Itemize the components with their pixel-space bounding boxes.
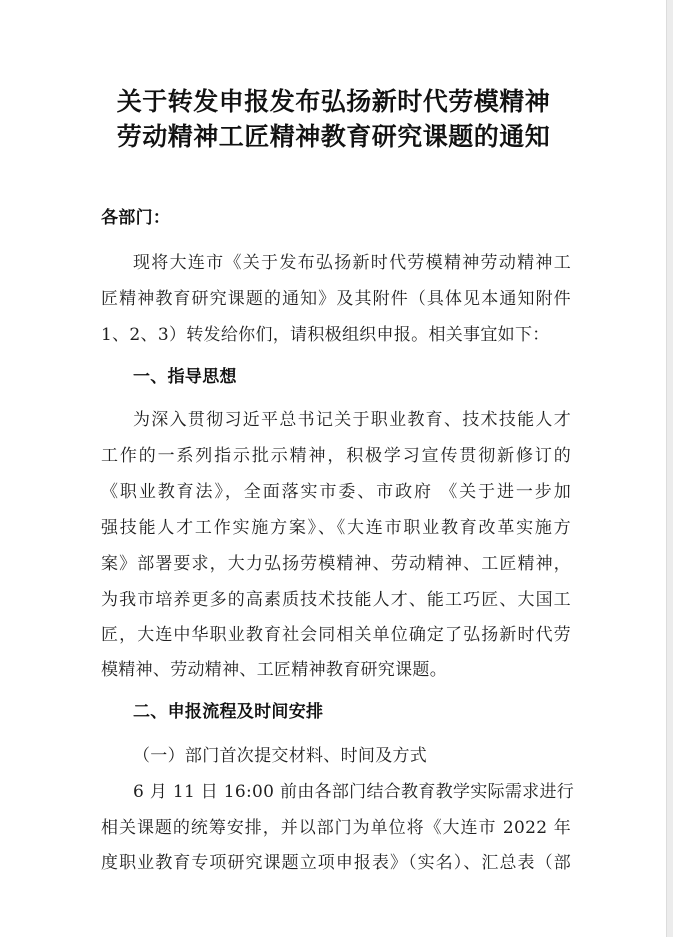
intro-line-3: 1、2、3）转发给你们，请积极组织申报。相关事宜如下： [101, 325, 550, 345]
salutation: 各部门： [101, 208, 171, 228]
section-1-line-3: 《职业教育法》，全面落实市委、市政府 《关于进一步加 [101, 482, 571, 502]
section-1-line-4: 强技能人才工作实施方案》、《大连市职业教育改革实施方 [101, 518, 571, 538]
section-1-line-2: 工作的一系列指示批示精神，积极学习宣传贯彻新修订的 [101, 446, 571, 466]
section-2-line-2: 相关课题的统筹安排，并以部门为单位将《大连市 2022 年 [101, 818, 571, 838]
intro-line-2: 匠精神教育研究课题的通知》及其附件（具体见本通知附件 [101, 289, 571, 309]
document-title-line-1: 关于转发申报发布弘扬新时代劳模精神 [116, 87, 551, 116]
section-1-line-5: 案》部署要求，大力弘扬劳模精神、劳动精神、工匠精神， [101, 554, 571, 574]
section-2-line-1: 6 月 11 日 16:00 前由各部门结合教育教学实际需求进行 [133, 782, 575, 802]
section-1-line-7: 匠，大连中华职业教育社会同相关单位确定了弘扬新时代劳 [101, 625, 571, 645]
section-1-line-8: 模精神、劳动精神、工匠精神教育研究课题。 [101, 660, 447, 680]
document-title-line-2: 劳动精神工匠精神教育研究课题的通知 [116, 122, 551, 151]
section-2-line-3: 度职业教育专项研究课题立项申报表》（实名）、汇总表（部 [101, 853, 571, 873]
section-1-line-6: 为我市培养更多的高素质技术技能人才、能工巧匠、大国工 [101, 590, 571, 610]
section-2-heading: 二、申报流程及时间安排 [133, 702, 324, 722]
section-2-subheading-1: （一）部门首次提交材料、时间及方式 [133, 746, 428, 766]
section-1-line-1: 为深入贯彻习近平总书记关于职业教育、技术技能人才 [133, 410, 571, 430]
intro-line-1: 现将大连市《关于发布弘扬新时代劳模精神劳动精神工 [133, 253, 571, 273]
page-edge-scroll-gutter [666, 0, 673, 937]
section-1-heading: 一、指导思想 [133, 367, 237, 387]
